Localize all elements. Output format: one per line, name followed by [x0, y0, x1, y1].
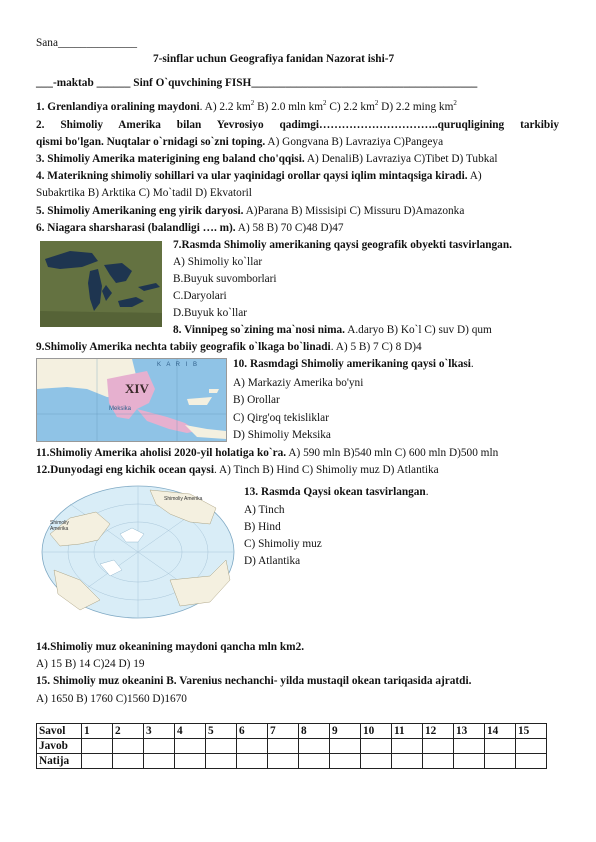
superscript: 2 — [250, 99, 255, 108]
question-9-options: . A) 5 B) 7 C) 8 D)4 — [330, 341, 422, 353]
question-6 — [36, 221, 344, 235]
question-number-cell: 15 — [516, 724, 547, 739]
caribbean-label: K A R I B — [157, 362, 200, 368]
question-4-options: Subakrtika B) Arktika C) Mo`tadil D) Ekvatoril — [36, 187, 252, 199]
map-label-left: Shimoliy Amerika — [50, 520, 69, 532]
question-number-cell: 11 — [392, 724, 423, 739]
question-9-text: 9.Shimoliy Amerika nechta tabiiy geografik o`lkaga bo`linadi — [36, 341, 331, 353]
question-7-option: C.Daryolari — [173, 290, 227, 302]
question-number-cell: 3 — [144, 724, 175, 739]
question-11-text: 11.Shimoliy Amerika aholisi 2020-yil holatiga ko`ra. — [36, 447, 287, 459]
student-info-line: ___-maktab ______ Sinf O`quvchining FISH________________________________________ — [36, 77, 478, 89]
result-cell[interactable] — [175, 754, 206, 769]
result-cell[interactable] — [206, 754, 237, 769]
question-number-cell: 1 — [82, 724, 113, 739]
question-number-cell: 14 — [485, 724, 516, 739]
sana-line: Sana______________ — [36, 37, 138, 49]
question-1-text: 1. Grenlandiya oralining maydoni — [36, 101, 200, 113]
question-7-text: 7.Rasmda Shimoliy amerikaning qaysi geografik obyekti tasvirlangan. — [173, 239, 512, 251]
region-numeral: XIV — [125, 381, 149, 396]
question-12 — [36, 463, 439, 477]
result-cell[interactable] — [423, 754, 454, 769]
answer-cell[interactable] — [237, 739, 268, 754]
question-11 — [36, 446, 498, 460]
question-13-dot: . — [425, 486, 429, 498]
question-14-text: 14.Shimoliy muz okeanining maydoni qancha mln km2. — [36, 641, 305, 653]
result-cell[interactable] — [144, 754, 175, 769]
question-12-text: 12.Dunyodagi eng kichik ocean qaysi — [36, 464, 214, 476]
question-14-options: A) 15 B) 14 C)24 D) 19 — [36, 658, 145, 670]
answer-cell[interactable] — [392, 739, 423, 754]
question-1 — [36, 100, 457, 114]
question-5-text: 5. Shimoliy Amerikaning eng yirik daryosi. — [36, 205, 244, 217]
question-number-cell: 10 — [361, 724, 392, 739]
row-label-javob: Javob — [37, 739, 82, 754]
page-title: 7-sinflar uchun Geografiya fanidan Nazorat ishi-7 — [153, 53, 395, 65]
question-3 — [36, 152, 498, 166]
answer-cell[interactable] — [144, 739, 175, 754]
result-cell[interactable] — [392, 754, 423, 769]
question-2-line-2 — [36, 135, 443, 149]
answer-cell[interactable] — [113, 739, 144, 754]
question-number-cell: 12 — [423, 724, 454, 739]
question-number-cell: 2 — [113, 724, 144, 739]
result-cell[interactable] — [82, 754, 113, 769]
answer-cell[interactable] — [423, 739, 454, 754]
table-row — [37, 739, 547, 754]
answer-cell[interactable] — [454, 739, 485, 754]
superscript: 2 — [323, 99, 327, 108]
arctic-ocean-map — [40, 484, 236, 619]
question-8-options: A.daryo B) Ko`l C) suv D) qum — [345, 324, 492, 336]
answer-cell[interactable] — [82, 739, 113, 754]
question-4 — [36, 169, 482, 183]
result-cell[interactable] — [113, 754, 144, 769]
question-13-text: 13. Rasmda Qaysi okean tasvirlangan — [244, 486, 426, 498]
answer-cell[interactable] — [268, 739, 299, 754]
question-number-cell: 4 — [175, 724, 206, 739]
question-6-text: 6. Niagara sharsharasi (balandligi …. m). — [36, 222, 236, 234]
answer-cell[interactable] — [516, 739, 547, 754]
question-number-cell: 5 — [206, 724, 237, 739]
question-10-option: B) Orollar — [233, 394, 280, 406]
result-cell[interactable] — [361, 754, 392, 769]
question-8 — [173, 323, 492, 337]
question-13-option: D) Atlantika — [244, 555, 301, 567]
question-15-options: A) 1650 B) 1760 C)1560 D)1670 — [36, 693, 187, 705]
question-number-cell: 6 — [237, 724, 268, 739]
question-13-option: B) Hind — [244, 521, 281, 533]
superscript: 2 — [453, 99, 457, 108]
table-row — [37, 754, 547, 769]
question-10-text: 10. Rasmdagi Shimoliy amerikaning qaysi o`lkasi — [233, 358, 471, 370]
question-10-option: A) Markaziy Amerika bo'yni — [233, 377, 364, 389]
arctic-map-graphic — [40, 484, 236, 619]
table-row — [37, 724, 547, 739]
question-6-options: A) 58 B) 70 C)48 D)47 — [235, 222, 344, 234]
question-7-option: D.Buyuk ko`llar — [173, 307, 248, 319]
central-america-graphic — [37, 359, 226, 441]
question-13-option: A) Tinch — [244, 504, 285, 516]
result-cell[interactable] — [299, 754, 330, 769]
question-15-text: 15. Shimoliy muz okeanini B. Varenius nechanchi- yilda mustaqil okean tariqasida ajratdi. — [36, 675, 472, 687]
question-12-options: . A) Tinch B) Hind C) Shimoliy muz D) Atlantika — [213, 464, 439, 476]
row-label-natija: Natija — [37, 754, 82, 769]
question-number-cell: 8 — [299, 724, 330, 739]
mexico-label: Meksika — [109, 406, 132, 412]
q1-option-c: C) 2.2 km — [326, 101, 375, 113]
question-10 — [233, 357, 474, 371]
answer-cell[interactable] — [361, 739, 392, 754]
result-cell[interactable] — [237, 754, 268, 769]
question-8-text: 8. Vinnipeg so`zining ma`nosi nima. — [173, 324, 345, 336]
question-5-options: A)Parana B) Missisipi C) Missuru D)Amazonka — [243, 205, 465, 217]
result-cell[interactable] — [330, 754, 361, 769]
result-cell[interactable] — [454, 754, 485, 769]
question-5 — [36, 204, 464, 218]
great-lakes-satellite-image — [40, 241, 162, 327]
question-number-cell: 9 — [330, 724, 361, 739]
result-cell[interactable] — [485, 754, 516, 769]
central-america-map — [36, 358, 227, 442]
question-2-text: qismi bo'lgan. Nuqtalar o`rnidagi so`zni toping. — [36, 136, 266, 148]
question-2-options: A) Gongvana B) Lavraziya C)Pangeya — [265, 136, 444, 148]
answer-cell[interactable] — [175, 739, 206, 754]
question-7-option: A) Shimoliy ko`llar — [173, 256, 263, 268]
answer-cell[interactable] — [485, 739, 516, 754]
question-number-cell: 13 — [454, 724, 485, 739]
question-7-option: B.Buyuk suvomborlari — [173, 273, 277, 285]
q1-option-d: D) 2.2 ming km — [378, 101, 454, 113]
question-4-text: 4. Materikning shimoliy sohillari va ular yaqinidagi orollar qaysi iqlim mintaqsiga kiradi. — [36, 170, 468, 182]
map-label-right: Shimoliy Amerika — [164, 496, 203, 502]
great-lakes-graphic — [40, 241, 162, 327]
question-11-options: A) 590 mln B)540 mln C) 600 mln D)500 mln — [286, 447, 499, 459]
q1-option-a: . A) 2.2 km — [199, 101, 251, 113]
answer-cell[interactable] — [330, 739, 361, 754]
answer-cell[interactable] — [299, 739, 330, 754]
question-4-option-a: A) — [467, 170, 482, 182]
superscript: 2 — [374, 99, 379, 108]
question-number-cell: 7 — [268, 724, 299, 739]
result-cell[interactable] — [516, 754, 547, 769]
answer-table — [36, 723, 547, 769]
question-2-line-1: 2. Shimoliy Amerika bilan Yevrosiyo qadimgi…………………………..quruqligining tarkibiy — [36, 119, 559, 131]
question-10-option: C) Qirg'oq tekisliklar — [233, 412, 329, 424]
answer-cell[interactable] — [206, 739, 237, 754]
row-label-savol: Savol — [37, 724, 82, 739]
q1-option-b: B) 2.0 mln km — [254, 101, 324, 113]
question-13-option: C) Shimoliy muz — [244, 538, 322, 550]
question-10-option: D) Shimoliy Meksika — [233, 429, 331, 441]
result-cell[interactable] — [268, 754, 299, 769]
question-9 — [36, 340, 422, 354]
question-3-options: A) DenaliB) Lavraziya C)Tibet D) Tubkal — [304, 153, 498, 165]
question-3-text: 3. Shimoliy Amerika materigining eng baland cho'qqisi. — [36, 153, 305, 165]
question-10-dot: . — [470, 358, 474, 370]
question-13 — [244, 485, 429, 499]
